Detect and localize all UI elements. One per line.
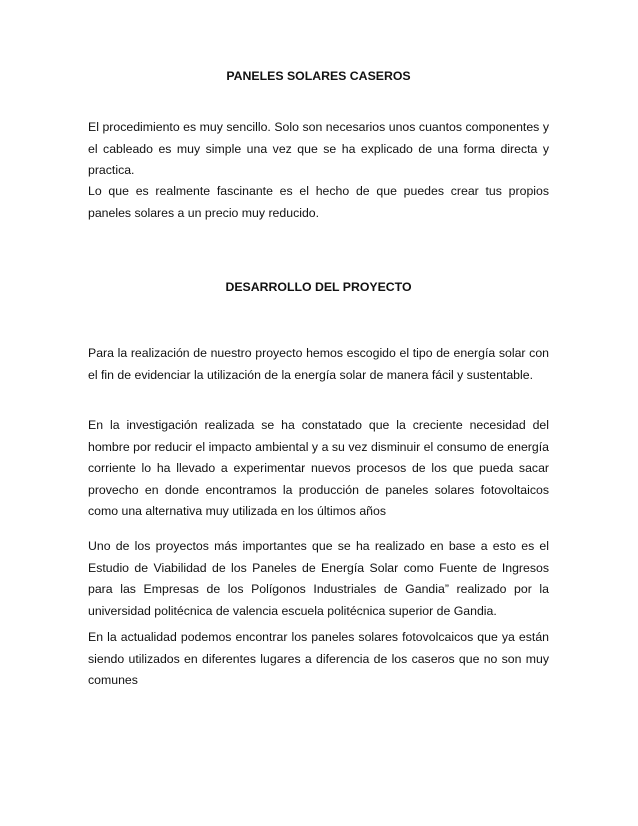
intro-paragraph: Lo que es realmente fascinante es el hecho de que puedes crear tus propios paneles solares a un precio muy reducido. (88, 184, 549, 220)
intro-paragraph: El procedimiento es muy sencillo. Solo son necesarios unos cuantos componentes y el cableado es muy simple una vez que se ha explicado de una forma directa y practica. (88, 120, 549, 177)
section-title: DESARROLLO DEL PROYECTO (225, 280, 412, 294)
section-paragraph: En la investigación realizada se ha constatado que la creciente necesidad del hombre por reducir el impacto ambiental y a su vez disminuir el consumo de energía corriente lo ha llevado a experimentar nuevos procesos de los que pueda sacar provecho en donde encontramos la producción de paneles solares fotovoltaicos como una alternativa muy utilizada en los últimos años (88, 418, 549, 518)
section-paragraph: Uno de los proyectos más importantes que se ha realizado en base a esto es el Estudio de Viabilidad de los Paneles de Energía Solar como Fuente de Ingresos para las Empresas de los Polígonos Industriales de Gandia” realizado por la universidad politécnica de valencia escuela politécnica superior de Gandia. (88, 539, 549, 618)
section-paragraph: En la actualidad podemos encontrar los paneles solares fotovolcaicos que ya están siendo utilizados en diferentes lugares a diferencia de los caseros que no son muy comunes (88, 630, 549, 687)
section-paragraph: Para la realización de nuestro proyecto hemos escogido el tipo de energía solar con el fin de evidenciar la utilización de la energía solar de manera fácil y sustentable. (88, 346, 549, 382)
document-title: PANELES SOLARES CASEROS (226, 69, 411, 83)
